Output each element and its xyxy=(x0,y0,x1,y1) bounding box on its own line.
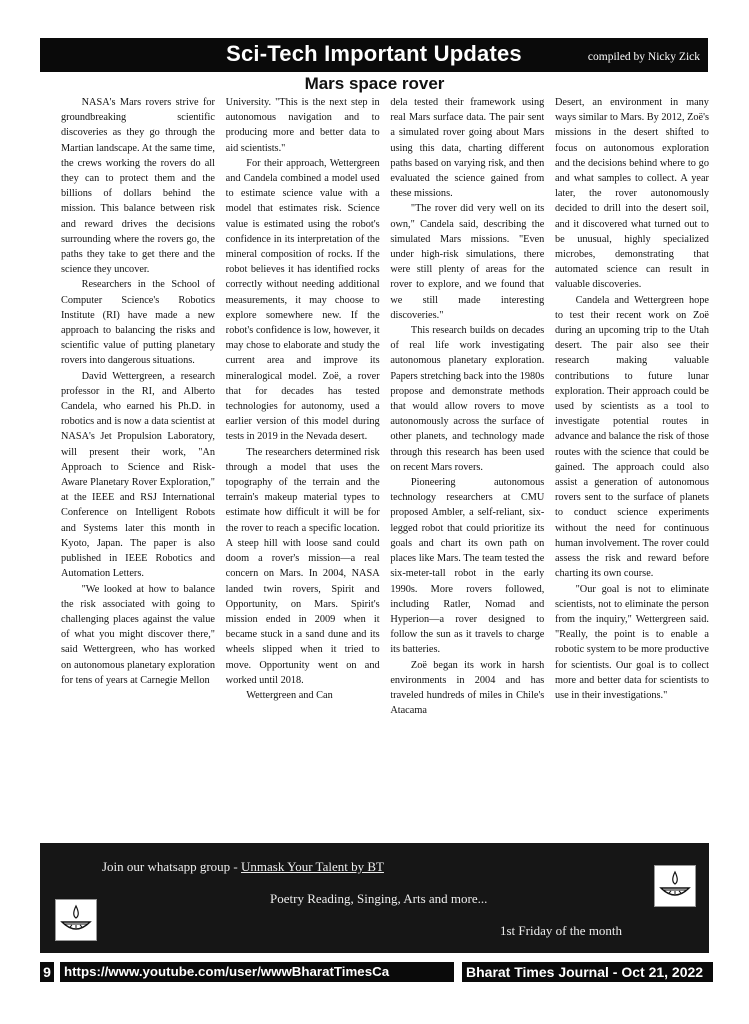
paragraph: Zoë began its work in harsh environments in 2004 and has traveled hundreds of miles in Chile's Atacama xyxy=(390,659,545,717)
community-banner xyxy=(40,843,709,953)
paragraph: This research builds on decades of real life work investigating autonomous planetary exploration. Papers stretching back into the 1980s propose and demonstrate methods that would allow rovers to move autonomously across the surface of other planets, and technology made through this research has been used on recent Mars rovers. xyxy=(390,325,545,473)
activities-text: Poetry Reading, Singing, Arts and more... xyxy=(270,891,488,906)
paragraph-continued: dela tested their framework using real Mars surface data. The pair sent a simulated rover going about Mars using this data, charting different paths based on varying risk, and then evaluated the science gained from these missions. xyxy=(390,97,545,200)
whatsapp-prefix: Join our whatsapp group - xyxy=(102,859,242,874)
youtube-url[interactable]: https://www.youtube.com/user/wwwBharatTimesCa xyxy=(60,962,454,982)
paragraph: Researchers in the School of Computer Science's Robotics Institute (RI) have made a new approach to balancing the risks and scientific value of putting planetary rovers into dangerous situations. xyxy=(61,279,215,367)
paragraph: David Wettergreen, a research professor in the RI, and Alberto Candela, who earned his Ph.D. in robotics and is now a data scientist at NASA's Jet Propulsion Laboratory, will present their work, "An Approach to Science and Risk-Aware Planetary Rover Exploration," at the IEEE and RSJ International Conference on Intelligent Robots and Systems later this month in Kyoto, Japan. The paper is also published in IEEE Robotics and Automation Letters. xyxy=(61,370,215,580)
whatsapp-line xyxy=(102,859,384,875)
paragraph-continued: University. "This is the next step in autonomous navigation and to producing more and better data to aid scientists." xyxy=(225,97,380,154)
paragraph: For their approach, Wettergreen and Candela combined a model used to estimate science value with a model that estimates risk. Science value is estimated using the robot's confidence in its interpretation of the mineral composition of rocks. If the robot believes it has identified rocks correctly without needing additional measurements, it may choose to explore somewhere new. If the robot's confidence is low, however, it may chose to elaborate and study the current area and improve its mineralogical model. Zoë, a rover that for decades has tested technologies for autonomy, used a earlier version of this model during tests in 2019 in the Nevada desert. xyxy=(225,157,380,443)
diya-lamp-icon xyxy=(55,899,97,941)
compiler-credit: compiled by Nicky Zick xyxy=(587,51,700,63)
column-4 xyxy=(555,95,709,837)
paragraph: The researchers determined risk through a model that uses the topography of the terrain and the terrain's makeup material types to estimate how difficult it will be for the rover to reach a specific location. A steep hill with loose sand could doom a rover's mission—a real concern on Mars. In 2004, NASA landed twin rovers, Spirit and Opportunity, on Mars. Spirit's mission ended in 2009 when it became stuck in a sand dune and its wheels slipped when it tried to move. Opportunity went on and worked until 2018. xyxy=(225,446,380,686)
whatsapp-group-link[interactable]: Unmask Your Talent by BT xyxy=(241,859,384,874)
schedule-text: 1st Friday of the month xyxy=(500,923,623,938)
article-title: Mars space rover xyxy=(304,74,445,93)
paragraph: "The rover did very well on its own," Candela said, describing the simulated Mars missions. "Even under high-risk simulations, there were still plenty of areas for the rover to explore, and we found that we still made interesting discoveries." xyxy=(390,203,545,321)
paragraph: NASA's Mars rovers strive for groundbreaking scientific discoveries as they go through the Martian landscape. At the same time, the crews working the rovers do all they can to protect them and the billions of dollars behind the mission. This balance between risk and reward drives the decisions surrounding where the rovers go, the paths they take to get there and the science they uncover. xyxy=(61,97,215,276)
paragraph: "Our goal is not to eliminate scientists, not to eliminate the person from the inquiry," Wettergreen said. "Really, the point is to enable a robotic system to be more productive for scientists. Our goal is to collect more and better data for scientists to use in their investigations." xyxy=(554,583,709,701)
column-1 xyxy=(61,95,215,837)
article-body xyxy=(61,95,709,837)
paragraph: Candela and Wettergreen hope to test their recent work on Zoë during an upcoming trip to the Utah desert. The pair also see their research making valuable contributions to future lunar exploration. Their approach could be used by scientists as a tool to investigate potential routes in advance and balance the risk of those routes with the science that could be gained. The approach could also assist a generation of autonomous rovers sent to the surface of planets to conduct science experiments without the need for continuous human involvement. The rover could assess the risk and reward before charting its own course. xyxy=(554,294,709,580)
column-3 xyxy=(390,95,544,837)
page-footer xyxy=(40,962,709,982)
journal-name-date: Bharat Times Journal - Oct 21, 2022 xyxy=(462,962,713,982)
paragraph-continued: Desert, an environment in many ways similar to Mars. By 2012, Zoë's missions in the desert shifted to focus on autonomous exploration and the decisions behind where to go and what samples to collect. A year later, the rover autonomously decided to drill into the desert soil, and it discovered what turned out to be unusual, highly specialized microbes, demonstrating that automated science can result in valuable discoveries. xyxy=(554,97,709,291)
diya-lamp-icon xyxy=(654,865,696,907)
paragraph: Pioneering autonomous technology researchers at CMU proposed Ambler, a self-reliant, six-legged robot that could prioritize its goals and chart its own path on places like Mars. The team tested the six-meter-tall robot in the early 1990s. More rovers followed, including Ratler, Nomad and Hyperion—a rover designed to follow the sun as it travels to charge its batteries. xyxy=(390,477,545,656)
column-2 xyxy=(226,95,380,837)
section-title: Sci-Tech Important Updates xyxy=(226,41,522,66)
page-number: 9 xyxy=(40,962,54,982)
section-header xyxy=(40,38,708,72)
paragraph: "We looked at how to balance the risk associated with going to challenging places against the value of what you might discover there," said Wettergreen, who has worked on autonomous planetary exploration for tens of years at Carnegie Mellon xyxy=(61,583,215,686)
paragraph: Wettergreen and Can xyxy=(246,689,333,701)
